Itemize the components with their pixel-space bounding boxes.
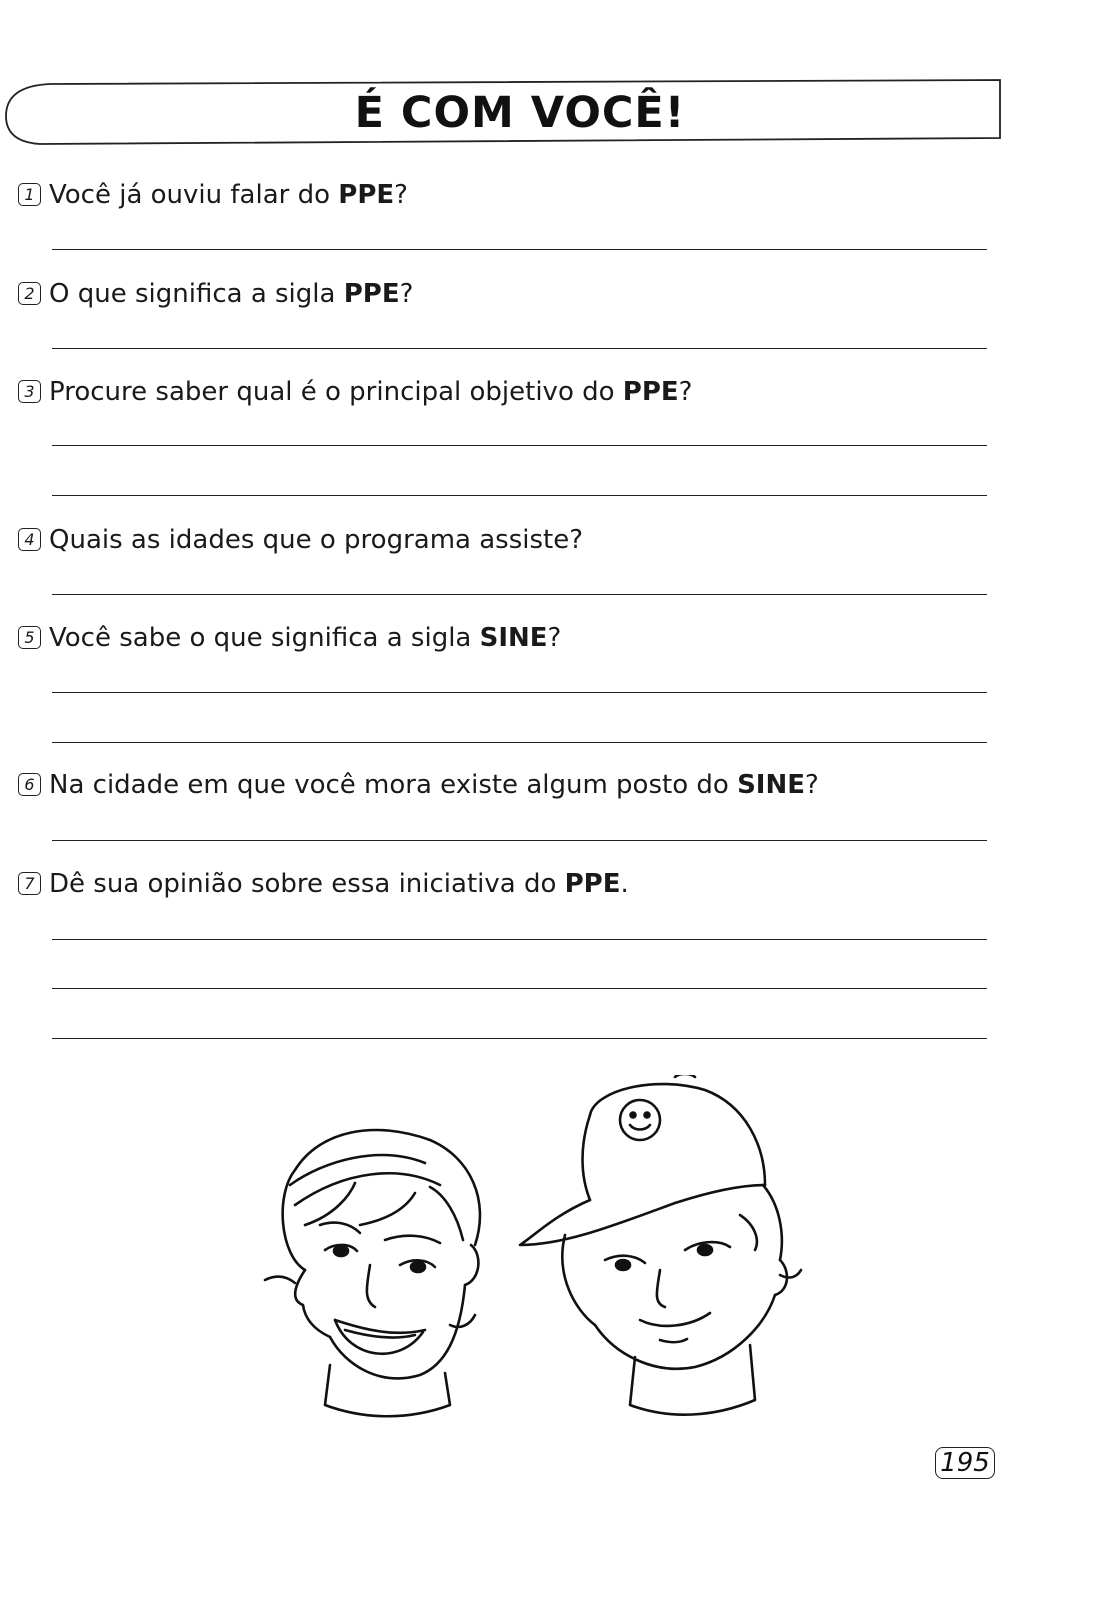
question-punctuation: ?: [394, 180, 408, 210]
boy-left-drawing: [265, 1130, 480, 1416]
question-text: Na cidade em que você mora existe algum posto do: [49, 770, 738, 800]
page-title: É COM VOCÊ!: [354, 88, 686, 138]
boy-right-drawing: [520, 1075, 801, 1415]
question-number: 1: [18, 183, 41, 206]
answer-line[interactable]: [52, 445, 987, 446]
question-number: 5: [18, 626, 41, 649]
question-punctuation: .: [620, 869, 629, 899]
answer-line[interactable]: [52, 249, 987, 250]
question-5: [18, 623, 561, 653]
question-keyword: PPE: [622, 377, 679, 407]
two-boys-illustration: [235, 1075, 835, 1439]
question-number: 4: [18, 528, 41, 551]
page-number: 195: [935, 1447, 995, 1479]
question-2: [18, 279, 413, 309]
question-number: 6: [18, 773, 41, 796]
question-number: 2: [18, 282, 41, 305]
question-text: O que significa a sigla: [49, 279, 344, 309]
answer-line[interactable]: [52, 939, 987, 940]
answer-line[interactable]: [52, 348, 987, 349]
question-7: [18, 869, 629, 899]
question-text: Procure saber qual é o principal objetivo do: [49, 377, 623, 407]
question-text: Dê sua opinião sobre essa iniciativa do: [49, 869, 565, 899]
answer-line[interactable]: [52, 495, 987, 496]
question-number: 7: [18, 872, 41, 895]
question-text: Você sabe o que significa a sigla: [49, 623, 480, 653]
question-1: [18, 180, 408, 210]
answer-line[interactable]: [52, 988, 987, 989]
answer-line[interactable]: [52, 594, 987, 595]
question-keyword: PPE: [338, 180, 395, 210]
question-keyword: SINE: [479, 623, 548, 653]
question-4: [18, 525, 583, 555]
question-punctuation: ?: [547, 623, 562, 653]
answer-line[interactable]: [52, 1038, 987, 1039]
question-punctuation: ?: [804, 770, 819, 800]
question-keyword: PPE: [343, 279, 400, 309]
question-number: 3: [18, 380, 41, 403]
question-keyword: SINE: [737, 770, 805, 800]
answer-line[interactable]: [52, 692, 987, 693]
question-punctuation: ?: [399, 279, 414, 309]
question-3: [18, 377, 692, 407]
question-keyword: PPE: [564, 869, 621, 899]
answer-line[interactable]: [52, 742, 987, 743]
question-6: [18, 770, 819, 800]
question-text: Quais as idades que o programa assiste?: [49, 525, 584, 555]
answer-line[interactable]: [52, 840, 987, 841]
question-punctuation: ?: [678, 377, 693, 407]
question-text: Você já ouviu falar do: [49, 180, 339, 210]
